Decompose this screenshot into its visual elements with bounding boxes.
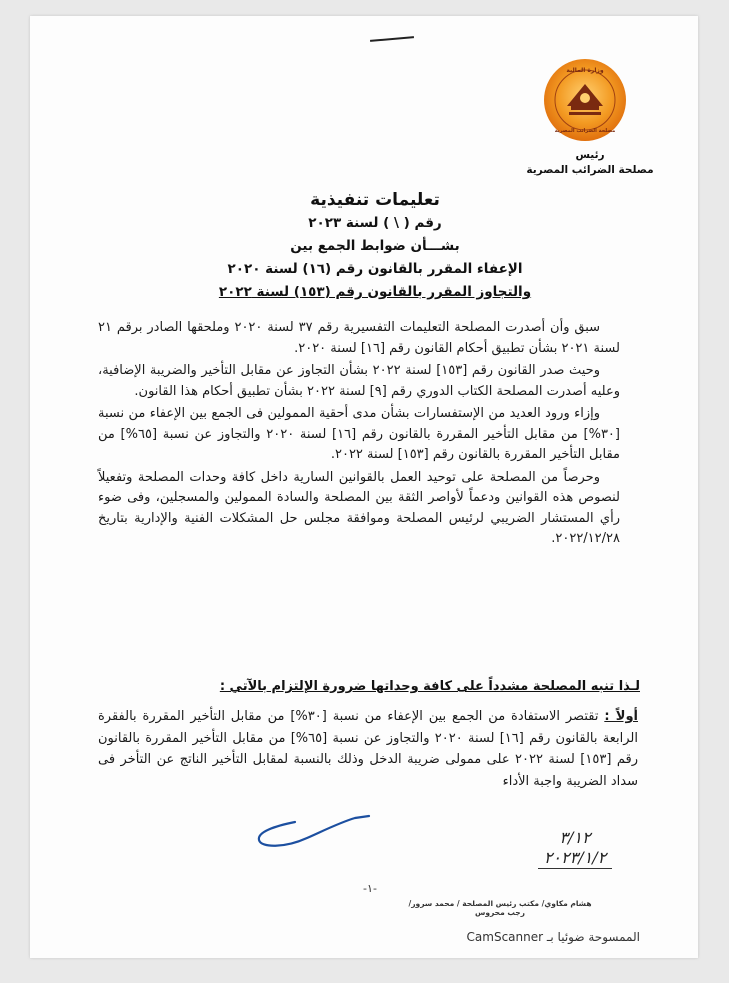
ministry-logo	[543, 58, 627, 142]
camscanner-watermark: الممسوحة ضوئيا بـ CamScanner	[466, 930, 640, 944]
logo-text-bottom: مصلحة الضرائب المصرية	[554, 128, 616, 134]
handwritten-date-bottom: ٢٠٢٣/١/٢	[538, 848, 612, 869]
handwritten-date-top: ٣/١٢	[559, 828, 591, 847]
subject-line-2: والتجاوز المقرر بالقانون رقم (١٥٣) لسنة ٢٠٢٢	[218, 284, 532, 300]
item-text: تقتصر الاستفادة من الجمع بين الإعفاء من نسبة [٣٠%] من مقابل التأخير المقررة بالفقرة الرابعة بالقانون رقم [١٦] لسنة ٢٠٢٠ والتجاوز عن نسبة [٦٥%] من مقابل التأخير المقررة بالقانون رقم [١٥٣] لسنة ٢٠٢٢ على ممولى ضريبة الدخل وذلك بالنسبة لمقابل التأخير الناتج عن التأخر فى سداد الضريبة واجبة الأداء	[98, 709, 639, 789]
document-title: تعليمات تنفيذية	[310, 190, 440, 210]
issuer-title: رئيس	[575, 149, 605, 161]
paragraph: وحيث صدر القانون رقم [١٥٣] لسنة ٢٠٢٢ بشأن التجاوز عن مقابل التأخير والضريبة الإضافية، وعليه أصدرت المصلحة الكتاب الدوري رقم [٩] لسنة ٢٠٢٢ بشأن تطبيق أحكام هذا القانون.	[98, 363, 620, 399]
paragraph: سبق وأن أصدرت المصلحة التعليمات التفسيرية رقم ٣٧ لسنة ٢٠٢٠ وملحقها الصادر برقم ٢١ لسنة ٢٠٢١ بشأن تطبيق أحكام القانون رقم [١٦] لسنة ٢٠٢٠.	[98, 320, 620, 356]
item-label: أولاً :	[604, 709, 638, 724]
issuer-authority: مصلحة الضرائب المصرية	[526, 164, 654, 176]
notice-heading: لـذا تنبه المصلحة مشدداً على كافة وحداتها ضرورة الإلتزام بالآتي :	[219, 679, 640, 694]
document-titles	[180, 188, 570, 304]
issuer-block	[510, 148, 670, 178]
document-page	[30, 16, 698, 958]
paragraph: وحرصاً من المصلحة على توحيد العمل بالقوانين السارية داخل كافة وحدات المصلحة وتفعيلاً لنصوص هذه القوانين ودعماً لأواصر الثقة بين المصلحة والسادة الممولين والمسجلين، وفى ضوء رأي المستشار الضريبي لرئيس المصلحة وموافقة مجلس حل المشكلات الفنية والإدارية بتاريخ ٢٠٢٢/١٢/٢٨.	[98, 469, 620, 546]
subject-line-1: الإعفاء المقرر بالقانون رقم (١٦) لسنة ٢٠٢٠	[227, 261, 523, 277]
page-number: -١-	[363, 882, 377, 895]
document-subject: بشـــأن ضوابط الجمع بين	[290, 238, 460, 254]
document-body	[98, 318, 620, 552]
handwritten-dash	[370, 36, 414, 42]
handwritten-date	[520, 828, 630, 869]
instruction-item-1	[98, 706, 638, 792]
document-number: رقم ( \ ) لسنة ٢٠٢٣	[308, 215, 442, 231]
logo-text-top: وزارة المالية	[566, 67, 604, 74]
typist-credits: هشام مكاوي/ مكتب رئيس المصلحة / محمد سرور/ رجب محروس	[408, 899, 592, 917]
signature	[245, 804, 375, 854]
paragraph: وإزاء ورود العديد من الإستفسارات بشأن مدى أحقية الممولين فى الجمع بين الإعفاء من نسبة [٣٠%] من مقابل التأخير المقررة بالقانون رقم [١٦] لسنة ٢٠٢٠ والتجاوز عن نسبة [٦٥%] من مقابل التأخير المقررة بالقانون رقم [١٥٣] لسنة ٢٠٢٢.	[98, 406, 620, 462]
